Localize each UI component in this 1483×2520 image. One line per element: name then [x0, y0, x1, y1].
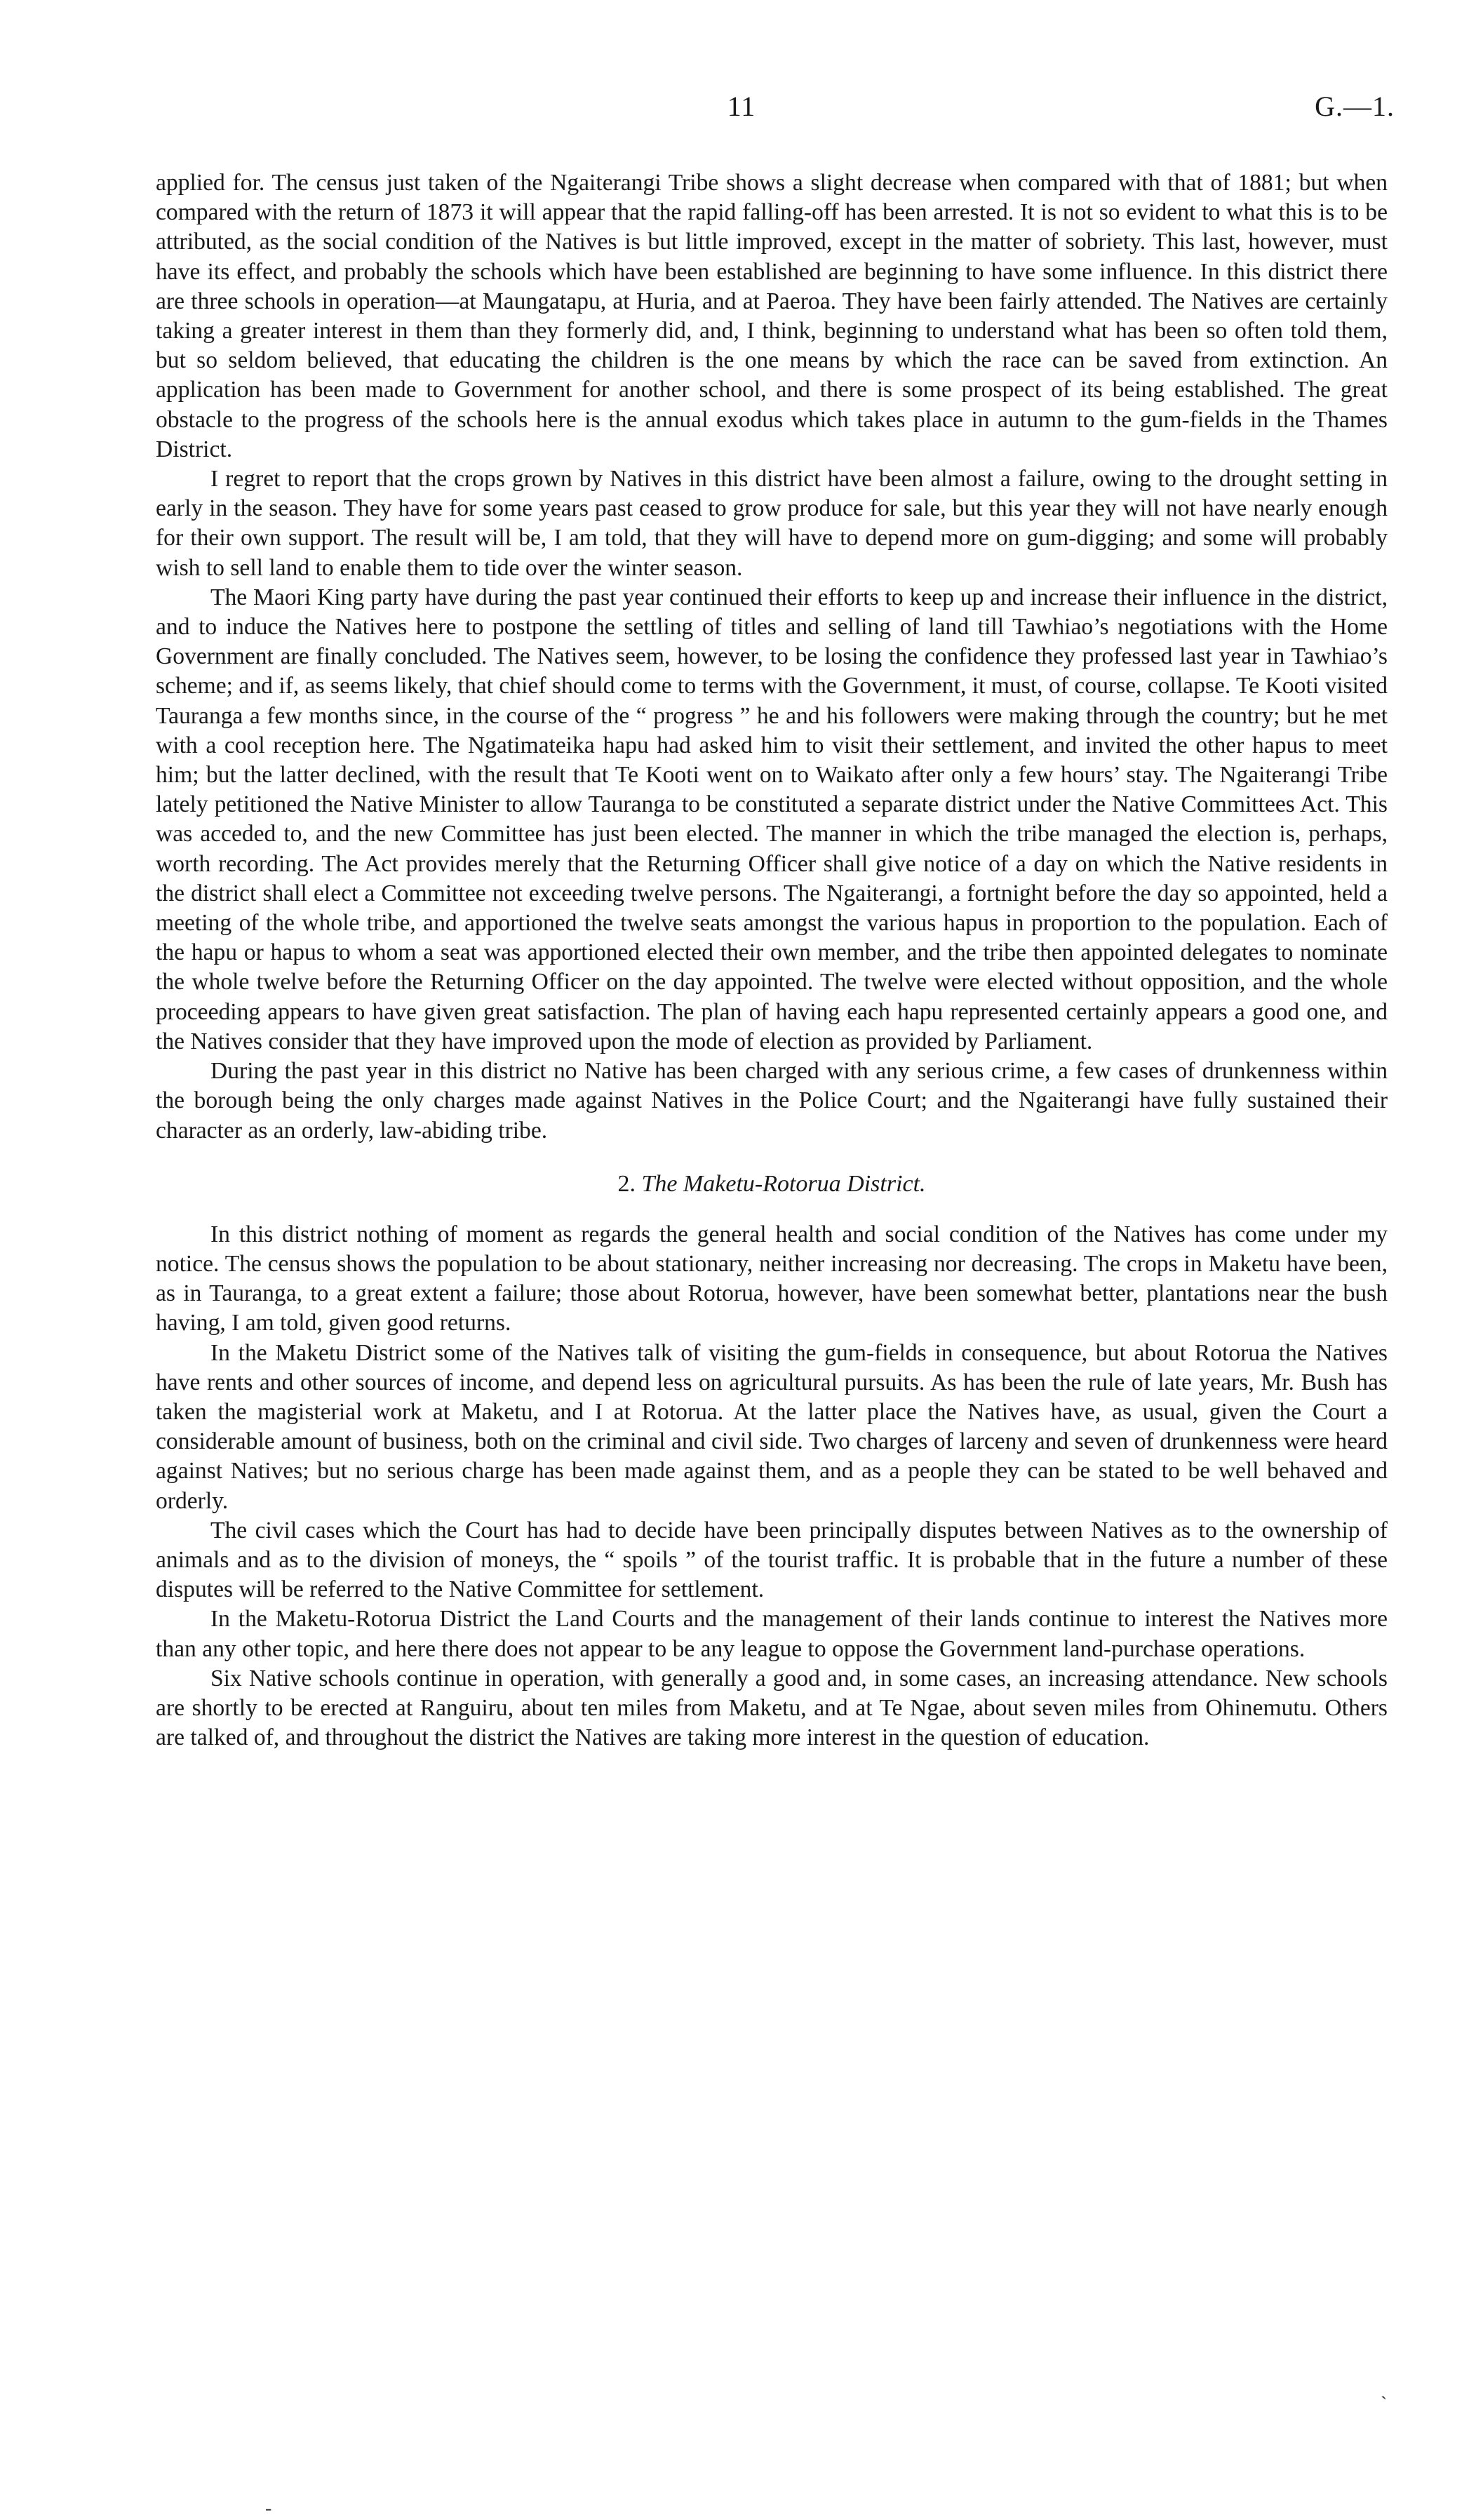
section-heading: [156, 1169, 1388, 1199]
document-reference: G.—1.: [1315, 91, 1395, 122]
paragraph: The civil cases which the Court has had to decide have been principally disputes between Natives as to the ownership of animals and as to the division of moneys, the “ spoils ” of the tourist traffic. It is probable that in the future a number of these disputes will be referred to the Native Committee for settlement.: [156, 1517, 1388, 1603]
stray-ink-mark: ˏ: [1381, 2378, 1388, 2400]
paragraph: In the Maketu-Rotorua District the Land Courts and the management of their lands continue to interest the Natives more than any other topic, and here there does not appear to be any league to oppose the Government land-purchase operations.: [156, 1606, 1388, 1662]
stray-ink-mark: -: [265, 2498, 272, 2519]
paragraph: Six Native schools continue in operation, with generally a good and, in some cases, an increasing attendance. New schools are shortly to be erected at Ranguiru, about ten miles from Maketu, and at Te Ngae, about seven miles from Ohinemutu. Others are talked of, and throughout the district the Natives are taking more interest in the question of education.: [156, 1665, 1388, 1751]
report-body: [156, 168, 1388, 1752]
paragraph: The Maori King party have during the past year continued their efforts to keep up and increase their influence in the district, and to induce the Natives here to postpone the settling of titles and selling of land till Tawhiao’s negotiations with the Home Government are finally concluded. The Natives seem, however, to be losing the confidence they professed last year in Tawhiao’s scheme; and if, as seems likely, that chief should come to terms with the Government, it must, of course, collapse. Te Kooti visited Tauranga a few months since, in the course of the “ progress ” he and his followers were making through the country; but he met with a cool reception here. The Ngatimateika hapu had asked him to visit their settlement, and invited the other hapus to meet him; but the latter declined, with the result that Te Kooti went on to Waikato after only a few hours’ stay. The Ngaiterangi Tribe lately petitioned the Native Minister to allow Tauranga to be constituted a separate district under the Native Committees Act. This was acceded to, and the new Committee has just been elected. The manner in which the tribe managed the election is, perhaps, worth recording. The Act provides merely that the Returning Officer shall give notice of a day on which the Native residents in the district shall elect a Committee not exceeding twelve persons. The Ngaiterangi, a fortnight before the day so appointed, held a meeting of the whole tribe, and apportioned the twelve seats amongst the various hapus in proportion to the population. Each of the hapu or hapus to whom a seat was apportioned elected their own member, and the tribe then appointed delegates to nominate the whole twelve before the Returning Officer on the day appointed. The twelve were elected without opposition, and the whole proceeding appears to have given great satisfaction. The plan of having each hapu represented certainly appears a good one, and the Natives consider that they have improved upon the mode of election as provided by Parliament.: [156, 584, 1388, 1054]
page-header: [0, 90, 1483, 132]
paragraph: During the past year in this district no Native has been charged with any serious crime, a few cases of drunkenness within the borough being the only charges made against Natives in the Police Court; and the Ngaiterangi have fully sustained their character as an orderly, law-abiding tribe.: [156, 1058, 1388, 1144]
paragraph: In the Maketu District some of the Natives talk of visiting the gum-fields in consequence, but about Rotorua the Natives have rents and other sources of income, and depend less on agricultural pursuits. As has been the rule of late years, Mr. Bush has taken the magisterial work at Maketu, and I at Rotorua. At the latter place the Natives have, as usual, given the Court a considerable amount of business, both on the criminal and civil side. Two charges of larceny and seven of drunkenness were heard against Natives; but no serious charge has been made against them, and as a people they can be stated to be well behaved and orderly.: [156, 1339, 1388, 1514]
section-number: 2.: [617, 1170, 636, 1197]
page-number: 11: [727, 91, 756, 122]
paragraph: I regret to report that the crops grown by Natives in this district have been almost a failure, owing to the drought setting in early in the season. They have for some years past ceased to grow produce for sale, but this year they will not have nearly enough for their own support. The result will be, I am told, that they will have to depend more on gum-digging; and some will probably wish to sell land to enable them to tide over the winter season.: [156, 466, 1388, 581]
section-title: The Maketu-Rotorua District.: [641, 1170, 926, 1197]
paragraph: applied for. The census just taken of the Ngaiterangi Tribe shows a slight decrease when compared with that of 1881; but when compared with the return of 1873 it will appear that the rapid falling-off has been arrested. It is not so evident to what this is to be attributed, as the social condition of the Natives is but little improved, except in the matter of sobriety. This last, however, must have its effect, and probably the schools which have been established are beginning to have some influence. In this district there are three schools in operation—at Maungatapu, at Huria, and at Paeroa. They have been fairly attended. The Natives are certainly taking a greater interest in them than they formerly did, and, I think, beginning to understand what has been so often told them, but so seldom believed, that educating the children is the one means by which the race can be saved from extinction. An application has been made to Government for another school, and there is some prospect of its being established. The great obstacle to the progress of the schools here is the annual exodus which takes place in autumn to the gum-fields in the Thames District.: [156, 170, 1388, 462]
paragraph: In this district nothing of moment as regards the general health and social condition of the Natives has come under my notice. The census shows the population to be about stationary, neither increasing nor decreasing. The crops in Maketu have been, as in Tauranga, to a great extent a failure; those about Rotorua, however, have been somewhat better, plantations near the bush having, I am told, given good returns.: [156, 1221, 1388, 1336]
